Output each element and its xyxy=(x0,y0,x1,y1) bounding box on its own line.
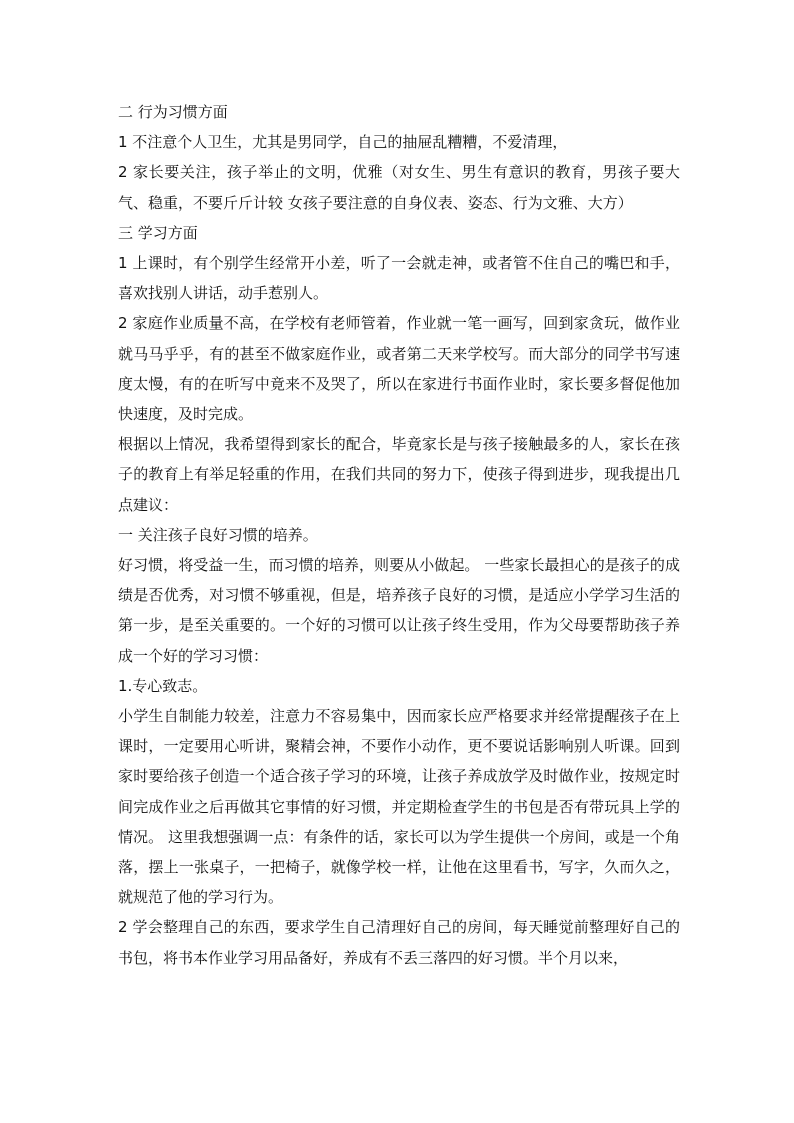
paragraph-hygiene: 1 不注意个人卫生，尤其是男同学，自己的抽屉乱糟糟，不爱清理， xyxy=(118,133,568,152)
document-page xyxy=(118,97,680,973)
paragraph-class-attention: 1 上课时，有个别学生经常开小差，听了一会就走神，或者管不住自己的嘴巴和手，喜欢找别人讲话，动手惹别人。 xyxy=(118,254,680,303)
section-heading-behavior: 二 行为习惯方面 xyxy=(118,103,228,121)
paragraph-cooperation: 根据以上情况，我希望得到家长的配合，毕竟家长是与孩子接触最多的人，家长在孩子的教育上有举足轻重的作用，在我们共同的努力下，使孩子得到进步，现我提出几点建议： xyxy=(118,435,680,514)
section-heading-habits: 一 关注孩子良好习惯的培养。 xyxy=(118,525,318,544)
paragraph-homework: 2 家庭作业质量不高，在学校有老师管着，作业就一笔一画写，回到家贪玩，做作业就马马乎乎，有的甚至不做家庭作业，或者第二天来学校写。而大部分的同学书写速度太慢，有的在听写中竟来不及哭了，所以在家进行书面作业时，家长要多督促他加快速度，及时完成。 xyxy=(118,314,680,424)
paragraph-good-habits: 好习惯，将受益一生，而习惯的培养，则要从小做起。 一些家长最担心的是孩子的成绩是否优秀，对习惯不够重视，但是，培养孩子良好的习惯，是适应小学学习生活的第一步，是至关重要的。一个好的习惯可以让孩子终生受用，作为父母要帮助孩子养成一个好的学习习惯： xyxy=(118,556,680,665)
section-heading-study: 三 学习方面 xyxy=(118,223,198,242)
paragraph-focus: 小学生自制能力较差，注意力不容易集中，因而家长应严格要求并经常提醒孩子在上课时，一定要用心听讲，聚精会神，不要作小动作，更不要说话影响别人听课。回到家时要给孩子创造一个适合孩子学习的环境，让孩子养成放学及时做作业，按规定时间完成作业之后再做其它事情的好习惯，并定期检查学生的书包是否有带玩具上学的情况。 这里我想强调一点：有条件的话，家长可以为学生提供一个房间，或是一个角落，摆上一张桌子，一把椅子，就像学校一样，让他在这里看书，写字，久而久之，就规范了他的学习行为。 xyxy=(118,707,680,907)
paragraph-organize: 2 学会整理自己的东西，要求学生自己清理好自己的房间，每天睡觉前整理好自己的书包，将书本作业学习用品备好，养成有不丢三落四的好习惯。半个月以来， xyxy=(118,918,680,967)
subheading-focus: 1.专心致志。 xyxy=(118,676,208,695)
paragraph-manners: 2 家长要关注，孩子举止的文明，优雅（对女生、男生有意识的教育，男孩子要大气、稳重，不要斤斤计较 女孩子要注意的自身仪表、姿态、行为文雅、大方） xyxy=(118,163,680,212)
